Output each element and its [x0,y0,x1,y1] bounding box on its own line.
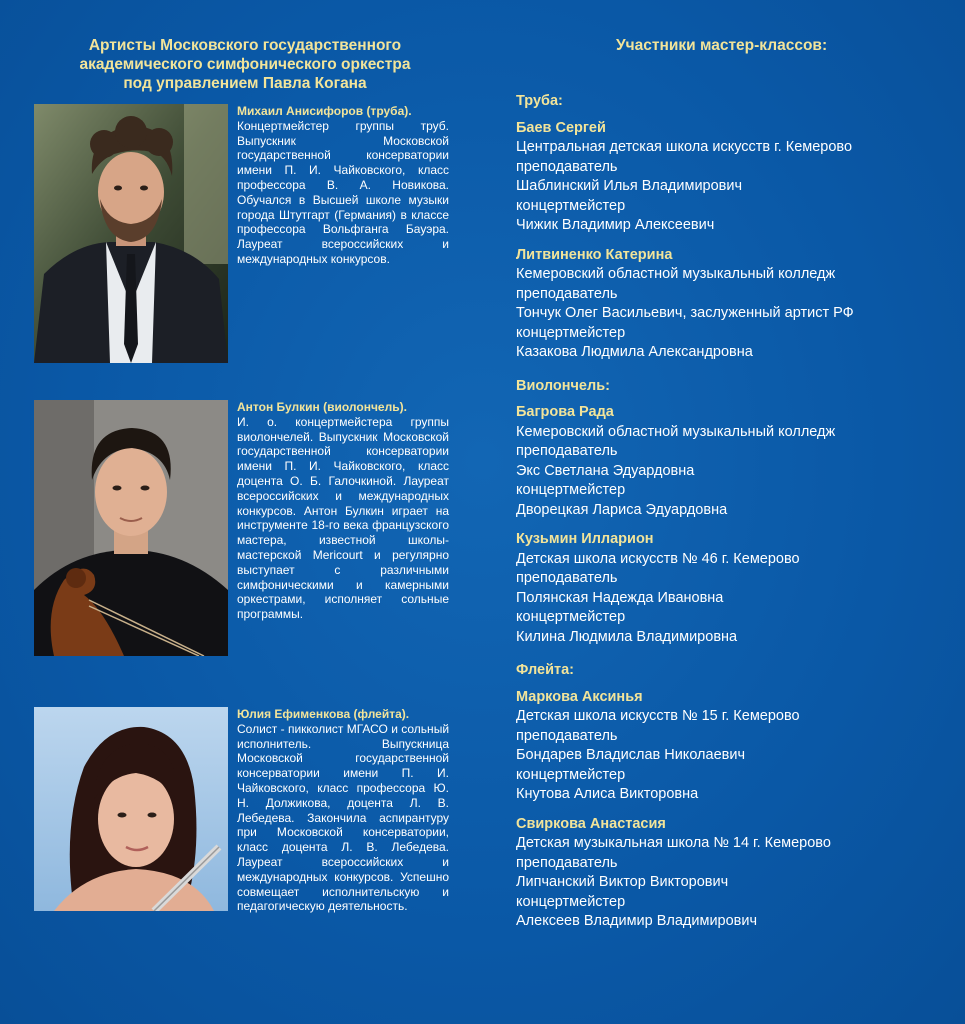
participant-name: Маркова Аксинья [516,688,643,705]
participant-line: концертмейстер [516,324,626,341]
participant-name: Кузьмин Илларион [516,531,654,547]
section-cello [516,377,956,648]
participant-line: Шаблинский Илья Владимирович [516,178,743,194]
participant-name: Багрова Рада [516,404,614,420]
left-title [40,36,450,93]
participant-line: Дворецкая Лариса Эдуардовна [516,501,728,518]
section-heading: Труба: [516,93,563,109]
participant-line: Центральная детская школа искусств г. Кемерово [516,139,853,155]
participant-line: Алексеев Владимир Владимирович [516,913,758,929]
artist-name: Антон Булкин (виолончель). [237,400,407,414]
participant-name: Литвиненко Катерина [516,246,673,263]
participant-line: концертмейстер [516,766,626,783]
participant-line: концертмейстер [516,197,626,214]
participant-line: Кемеровский областной музыкальный колледж [516,266,836,282]
participants-title: Участники мастер-классов: [616,37,828,54]
participant-line: преподаватель [516,727,618,744]
left-title-line: академического симфонического оркестра [79,56,411,73]
participant-line: концертмейстер [516,609,626,625]
artist-bio-anisiforov [237,104,449,267]
participant-name: Свиркова Анастасия [516,815,666,832]
artist-bio-text: Концертмейстер группы труб. Выпускник Московской государственной консерватории имени П. И. Чайковского, класс профессора В. А. Новикова. Обучался в Высшей школе музыки города Штутгарт (Германия) в классе профессора Вольфганга Бауэра. Лауреат всероссийских и международных конкурсов. [237,118,449,266]
participant-entry [516,688,956,805]
participant-entry [516,403,956,520]
section-heading: Виолончель: [516,377,610,394]
participant-line: Казакова Людмила Александровна [516,344,753,360]
participant-line: Детская музыкальная школа № 14 г. Кемерово [516,835,831,851]
participant-line: преподаватель [516,854,618,871]
left-title-line: под управлением Павла Когана [123,75,367,92]
participant-line: Детская школа искусств № 15 г. Кемерово [516,708,800,724]
artist-bio-text: Солист - пикколист МГАСО и сольный исполнитель. Выпускница Московской государственной консерватории имени П. И. Чайковского, класс профессора Ю. Н. Должикова, доцента Л. В. Лебедева. Закончила аспирантуру при Московской консерватории, класс доцента Л. В. Лебедева. Лауреат всероссийских и международных конкурсов. Успешно совмещает исполнительскую и педагогическую деятельность. [237,721,450,914]
participant-name: Баев Сергей [516,119,606,136]
section-trumpet [516,92,956,363]
participant-line: Полянская Надежда Ивановна [516,589,724,606]
participant-line: концертмейстер [516,893,626,910]
artist-bio-bulkin [237,400,449,622]
participant-entry [516,815,956,932]
participant-line: концертмейстер [516,482,626,498]
section-heading: Флейта: [516,662,575,678]
participants-list [516,92,956,946]
artist-name: Михаил Анисифоров (труба). [237,104,412,118]
participant-line: Килина Людмила Владимировна [516,628,738,645]
participant-line: преподаватель [516,443,618,459]
participant-entry [516,530,956,647]
left-title-line: Артисты Московского государственного [88,37,402,54]
participant-line: Тончук Олег Васильевич, заслуженный артист РФ [516,305,854,321]
participant-line: преподаватель [516,285,618,302]
participant-line: преподаватель [516,570,618,586]
participant-line: Кнутова Алиса Викторовна [516,786,699,802]
artist-name: Юлия Ефименкова (флейта). [237,707,410,721]
artist-bio-efimenkova [237,707,449,914]
participant-entry [516,246,956,363]
participant-line: Экс Светлана Эдуардовна [516,462,695,479]
artist-bio-text: И. о. концертмейстера группы виолончелей. Выпускник Московской государственной консерватории имени П. И. Чайковского, класс доцента О. Б. Галочкиной. Лауреат всероссийских и международных конкурсов. Антон Булкин играет на инструменте 18-го века французского мастера, известной школы-мастерской Mericourt и регулярно выступает с различными симфоническими и камерными оркестрами, исполняет сольные программы. [237,414,449,622]
artist-photo-anisiforov [34,104,228,363]
participant-line: Кемеровский областной музыкальный колледж [516,423,836,440]
artist-photo-efimenkova [34,707,228,911]
participant-line: Липчанский Виктор Викторович [516,874,729,890]
participant-line: Чижик Владимир Алексеевич [516,217,715,233]
participant-line: Бондарев Владислав Николаевич [516,747,746,763]
participant-line: Детская школа искусств № 46 г. Кемерово [516,550,800,567]
artist-photo-bulkin [34,400,228,656]
participant-line: преподаватель [516,158,618,175]
section-flute [516,661,956,932]
participant-entry [516,119,956,236]
